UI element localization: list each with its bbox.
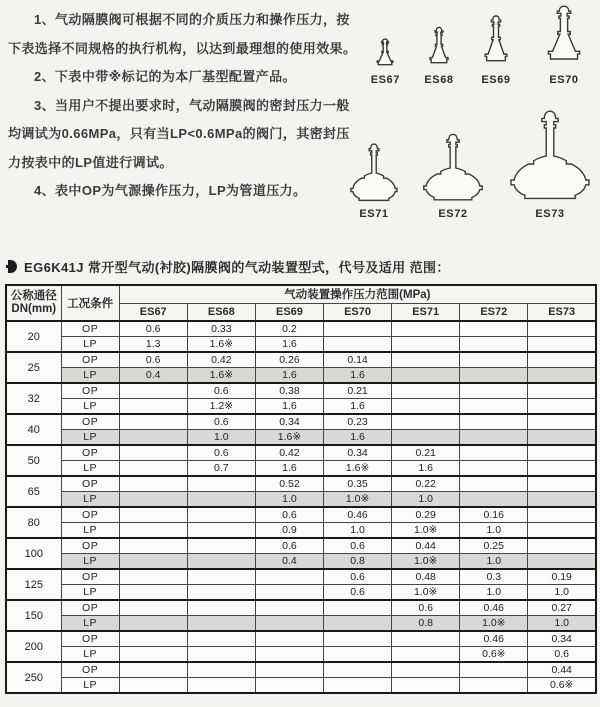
- pressure-value-cell: 1.0※: [324, 492, 392, 508]
- condition-cell: LP: [61, 554, 119, 570]
- pressure-value-cell: 0.34: [324, 445, 392, 461]
- dn-group-op-row: [6, 569, 596, 585]
- pressure-value-cell: [255, 569, 323, 585]
- pressure-value-cell: [324, 647, 392, 663]
- dn-group-lp-row: [6, 554, 596, 570]
- pressure-value-cell: [460, 445, 528, 461]
- pressure-value-cell: 1.6: [324, 430, 392, 446]
- pressure-value-cell: [187, 554, 255, 570]
- condition-column-header: 工况条件: [61, 285, 119, 321]
- pressure-value-cell: 0.34: [528, 631, 596, 647]
- pressure-value-cell: [255, 678, 323, 694]
- condition-cell: OP: [61, 352, 119, 368]
- pressure-value-cell: 0.38: [255, 383, 323, 399]
- pressure-value-cell: 0.6: [255, 538, 323, 554]
- dn-cell: 25: [6, 352, 61, 383]
- pressure-value-cell: [119, 554, 187, 570]
- pressure-table: [5, 284, 597, 694]
- pressure-value-cell: 0.6: [324, 538, 392, 554]
- pressure-value-cell: [255, 600, 323, 616]
- pressure-value-cell: [528, 352, 596, 368]
- pressure-value-cell: [187, 492, 255, 508]
- actuator-figure-label: ES70: [549, 74, 579, 86]
- pressure-value-cell: [187, 569, 255, 585]
- dn-cell: 65: [6, 476, 61, 507]
- pressure-value-cell: [392, 368, 460, 384]
- condition-cell: LP: [61, 492, 119, 508]
- dn-group-lp-row: [6, 616, 596, 632]
- pressure-value-cell: [255, 631, 323, 647]
- dn-group-op-row: [6, 445, 596, 461]
- pressure-value-cell: [187, 616, 255, 632]
- pressure-range-header: 气动装置操作压力范围(MPa): [119, 285, 596, 303]
- pressure-value-cell: 0.44: [528, 662, 596, 678]
- pressure-value-cell: [119, 585, 187, 601]
- notes-section: [8, 6, 358, 206]
- pressure-value-cell: [119, 430, 187, 446]
- note-paragraph: 1、气动隔膜阀可根据不同的介质压力和操作压力，按下表选择不同规格的执行机构，以达到最理想的使用效果。: [8, 12, 357, 56]
- pressure-value-cell: [255, 585, 323, 601]
- pressure-value-cell: [119, 383, 187, 399]
- pressure-value-cell: [528, 492, 596, 508]
- condition-cell: OP: [61, 538, 119, 554]
- pressure-value-cell: 1.6※: [255, 430, 323, 446]
- condition-cell: LP: [61, 585, 119, 601]
- dn-cell: 50: [6, 445, 61, 476]
- pressure-value-cell: [187, 678, 255, 694]
- condition-cell: LP: [61, 337, 119, 353]
- pressure-value-cell: [528, 368, 596, 384]
- dn-group-op-row: [6, 631, 596, 647]
- pressure-value-cell: [324, 662, 392, 678]
- dn-cell: 80: [6, 507, 61, 538]
- pressure-value-cell: [528, 430, 596, 446]
- pressure-value-cell: [460, 430, 528, 446]
- condition-cell: LP: [61, 647, 119, 663]
- pressure-value-cell: 1.0: [460, 523, 528, 539]
- pressure-value-cell: [255, 662, 323, 678]
- condition-cell: OP: [61, 445, 119, 461]
- actuator-figure-row-1: [346, 4, 596, 86]
- pressure-value-cell: [255, 616, 323, 632]
- pressure-value-cell: 1.0: [528, 616, 596, 632]
- dn-group-lp-row: [6, 678, 596, 694]
- pressure-value-cell: [528, 507, 596, 523]
- pressure-value-cell: 0.14: [324, 352, 392, 368]
- pressure-value-cell: [119, 461, 187, 477]
- pressure-value-cell: 0.19: [528, 569, 596, 585]
- dn-group-op-row: [6, 476, 596, 492]
- pressure-value-cell: [392, 678, 460, 694]
- pressure-value-cell: 1.6: [392, 461, 460, 477]
- pressure-value-cell: [324, 321, 392, 337]
- weir-valve-outline-icon: [506, 108, 594, 204]
- pressure-value-cell: [119, 507, 187, 523]
- dn-column-header-line1: 公称通径: [10, 290, 57, 302]
- pressure-value-cell: 0.35: [324, 476, 392, 492]
- pressure-value-cell: 1.2※: [187, 399, 255, 415]
- pressure-value-cell: 1.6: [255, 461, 323, 477]
- pressure-value-cell: [187, 585, 255, 601]
- pressure-value-cell: [392, 430, 460, 446]
- pressure-value-cell: [324, 678, 392, 694]
- section-bullet-icon: [6, 260, 17, 273]
- pressure-value-cell: [119, 399, 187, 415]
- condition-cell: OP: [61, 631, 119, 647]
- condition-cell: OP: [61, 383, 119, 399]
- pressure-value-cell: 0.16: [460, 507, 528, 523]
- pressure-value-cell: [119, 662, 187, 678]
- dn-group-lp-row: [6, 368, 596, 384]
- pressure-table-head: [6, 285, 596, 321]
- pressure-value-cell: [528, 554, 596, 570]
- pressure-value-cell: 1.0: [324, 523, 392, 539]
- pressure-value-cell: [119, 414, 187, 430]
- pressure-value-cell: [324, 631, 392, 647]
- dn-group-op-row: [6, 507, 596, 523]
- pressure-value-cell: 0.42: [255, 445, 323, 461]
- condition-cell: OP: [61, 600, 119, 616]
- pressure-value-cell: 0.6: [324, 569, 392, 585]
- pressure-value-cell: 0.6: [392, 600, 460, 616]
- dn-cell: 100: [6, 538, 61, 569]
- condition-cell: LP: [61, 523, 119, 539]
- actuator-column-header: ES73: [528, 303, 596, 321]
- pressure-value-cell: [187, 600, 255, 616]
- pressure-value-cell: [187, 647, 255, 663]
- dn-column-header-line2: DN(mm): [11, 303, 57, 315]
- pressure-value-cell: [187, 538, 255, 554]
- pressure-value-cell: 0.44: [392, 538, 460, 554]
- pressure-value-cell: [392, 647, 460, 663]
- pressure-value-cell: [324, 337, 392, 353]
- pressure-value-cell: 0.22: [392, 476, 460, 492]
- pressure-value-cell: [392, 631, 460, 647]
- pressure-value-cell: 0.23: [324, 414, 392, 430]
- pressure-value-cell: 1.0※: [392, 585, 460, 601]
- pressure-value-cell: [119, 492, 187, 508]
- pressure-value-cell: [187, 523, 255, 539]
- pressure-value-cell: 0.4: [255, 554, 323, 570]
- dn-group-lp-row: [6, 492, 596, 508]
- pressure-value-cell: 1.0: [528, 585, 596, 601]
- dn-group-lp-row: [6, 461, 596, 477]
- dn-group-op-row: [6, 383, 596, 399]
- condition-cell: LP: [61, 461, 119, 477]
- pressure-value-cell: [528, 445, 596, 461]
- pressure-value-cell: [324, 616, 392, 632]
- condition-cell: LP: [61, 678, 119, 694]
- condition-cell: LP: [61, 399, 119, 415]
- dn-cell: 125: [6, 569, 61, 600]
- pressure-value-cell: 0.46: [324, 507, 392, 523]
- globe-valve-outline-icon: [538, 4, 590, 70]
- pressure-value-cell: 1.0: [460, 585, 528, 601]
- weir-valve-outline-icon: [348, 142, 400, 204]
- globe-valve-outline-icon: [424, 26, 454, 70]
- pressure-value-cell: 1.6※: [187, 368, 255, 384]
- pressure-value-cell: 0.6: [255, 507, 323, 523]
- weir-valve-outline-icon: [420, 132, 486, 204]
- pressure-value-cell: [119, 647, 187, 663]
- section-title-row: [6, 257, 596, 276]
- actuator-figure-label: ES73: [535, 208, 565, 220]
- pressure-value-cell: [528, 399, 596, 415]
- condition-cell: LP: [61, 368, 119, 384]
- dn-cell: 32: [6, 383, 61, 414]
- pressure-value-cell: 0.21: [392, 445, 460, 461]
- pressure-value-cell: 0.25: [460, 538, 528, 554]
- pressure-value-cell: 1.3: [119, 337, 187, 353]
- pressure-value-cell: [392, 383, 460, 399]
- pressure-value-cell: 1.0※: [392, 523, 460, 539]
- pressure-value-cell: 0.42: [187, 352, 255, 368]
- dn-cell: 200: [6, 631, 61, 662]
- dn-group-lp-row: [6, 585, 596, 601]
- pressure-value-cell: 1.6: [255, 368, 323, 384]
- pressure-value-cell: [460, 368, 528, 384]
- section-title: EG6K41J 常开型气动(衬胶)隔膜阀的气动装置型式，代号及适用 范围：: [24, 260, 450, 275]
- actuator-column-header: ES67: [119, 303, 187, 321]
- actuator-column-header: ES69: [255, 303, 323, 321]
- pressure-value-cell: 0.46: [460, 600, 528, 616]
- note-paragraph: 3、当用户不提出要求时，气动隔膜阀的密封压力一般均调试为0.66MPa，只有当LP<0.6MPa的阀门，其密封压力按表中的LP值进行调试。: [8, 97, 350, 170]
- condition-cell: LP: [61, 616, 119, 632]
- pressure-value-cell: [392, 321, 460, 337]
- pressure-value-cell: [528, 523, 596, 539]
- dn-group-op-row: [6, 414, 596, 430]
- dn-group-lp-row: [6, 337, 596, 353]
- pressure-value-cell: [460, 461, 528, 477]
- pressure-value-cell: 0.52: [255, 476, 323, 492]
- pressure-value-cell: [392, 337, 460, 353]
- pressure-value-cell: [119, 600, 187, 616]
- pressure-value-cell: [187, 476, 255, 492]
- pressure-value-cell: [187, 631, 255, 647]
- pressure-value-cell: 0.8: [392, 616, 460, 632]
- pressure-value-cell: 0.34: [255, 414, 323, 430]
- condition-cell: LP: [61, 430, 119, 446]
- actuator-column-header: ES68: [187, 303, 255, 321]
- pressure-value-cell: [460, 321, 528, 337]
- pressure-value-cell: [187, 507, 255, 523]
- pressure-value-cell: 0.9: [255, 523, 323, 539]
- actuator-figure-es70: [538, 4, 590, 86]
- dn-group-op-row: [6, 352, 596, 368]
- note-paragraph: 2、下表中带※标记的为本厂基型配置产品。: [34, 69, 296, 84]
- pressure-value-cell: 1.6※: [324, 461, 392, 477]
- pressure-value-cell: [460, 399, 528, 415]
- pressure-value-cell: [460, 662, 528, 678]
- pressure-value-cell: 0.6※: [528, 678, 596, 694]
- pressure-value-cell: [528, 538, 596, 554]
- pressure-value-cell: 0.6※: [460, 647, 528, 663]
- actuator-figure-es68: [424, 26, 454, 86]
- dn-group-op-row: [6, 600, 596, 616]
- actuator-figure-label: ES71: [359, 208, 389, 220]
- pressure-value-cell: 1.6: [324, 368, 392, 384]
- pressure-value-cell: [392, 399, 460, 415]
- pressure-value-cell: [460, 414, 528, 430]
- dn-group-op-row: [6, 662, 596, 678]
- actuator-figure-label: ES72: [438, 208, 468, 220]
- pressure-value-cell: [460, 337, 528, 353]
- pressure-value-cell: 0.6: [528, 647, 596, 663]
- actuator-figure-es67: [371, 38, 400, 86]
- condition-cell: OP: [61, 414, 119, 430]
- pressure-value-cell: 1.6: [324, 399, 392, 415]
- actuator-figure-es71: [348, 142, 400, 220]
- pressure-value-cell: 0.7: [187, 461, 255, 477]
- dn-column-header: [6, 285, 61, 321]
- pressure-value-cell: [460, 678, 528, 694]
- pressure-value-cell: 1.0: [392, 492, 460, 508]
- dn-group-lp-row: [6, 647, 596, 663]
- pressure-value-cell: 0.4: [119, 368, 187, 384]
- dn-group-lp-row: [6, 399, 596, 415]
- pressure-value-cell: 1.0※: [392, 554, 460, 570]
- actuator-figure-label: ES67: [370, 74, 400, 86]
- pressure-value-cell: [119, 631, 187, 647]
- actuator-figure-es72: [420, 132, 486, 220]
- pressure-value-cell: 0.21: [324, 383, 392, 399]
- pressure-value-cell: 0.26: [255, 352, 323, 368]
- actuator-column-header: ES71: [392, 303, 460, 321]
- actuator-figures: [346, 4, 596, 220]
- dn-cell: 40: [6, 414, 61, 445]
- condition-cell: OP: [61, 569, 119, 585]
- dn-cell: 20: [6, 321, 61, 352]
- pressure-value-cell: [119, 476, 187, 492]
- pressure-value-cell: [392, 414, 460, 430]
- globe-valve-outline-icon: [372, 38, 398, 70]
- actuator-column-header: ES70: [324, 303, 392, 321]
- pressure-value-cell: [119, 616, 187, 632]
- pressure-value-cell: 0.6: [324, 585, 392, 601]
- pressure-value-cell: [460, 352, 528, 368]
- pressure-value-cell: 0.6: [187, 383, 255, 399]
- pressure-value-cell: [324, 600, 392, 616]
- dn-group-op-row: [6, 538, 596, 554]
- pressure-value-cell: 0.48: [392, 569, 460, 585]
- pressure-value-cell: 1.0: [187, 430, 255, 446]
- actuator-figure-es73: [506, 108, 594, 220]
- pressure-value-cell: 0.2: [255, 321, 323, 337]
- pressure-value-cell: 1.6※: [187, 337, 255, 353]
- pressure-value-cell: 0.6: [187, 414, 255, 430]
- pressure-value-cell: 0.29: [392, 507, 460, 523]
- pressure-value-cell: 1.6: [255, 399, 323, 415]
- pressure-value-cell: [528, 476, 596, 492]
- actuator-figure-label: ES68: [424, 74, 454, 86]
- condition-cell: OP: [61, 507, 119, 523]
- dn-group-lp-row: [6, 523, 596, 539]
- pressure-value-cell: [460, 383, 528, 399]
- pressure-value-cell: 0.46: [460, 631, 528, 647]
- condition-cell: OP: [61, 476, 119, 492]
- pressure-value-cell: [255, 647, 323, 663]
- globe-valve-outline-icon: [478, 14, 514, 70]
- condition-cell: OP: [61, 662, 119, 678]
- pressure-value-cell: 1.6: [255, 337, 323, 353]
- pressure-table-body: [6, 321, 596, 693]
- pressure-value-cell: 0.8: [324, 554, 392, 570]
- actuator-figure-es69: [478, 14, 514, 86]
- pressure-value-cell: 0.3: [460, 569, 528, 585]
- pressure-table-header-row-1: [6, 285, 596, 303]
- pressure-value-cell: [460, 492, 528, 508]
- actuator-column-header: ES72: [460, 303, 528, 321]
- condition-cell: OP: [61, 321, 119, 337]
- pressure-value-cell: [528, 337, 596, 353]
- pressure-value-cell: [119, 523, 187, 539]
- pressure-value-cell: [119, 569, 187, 585]
- pressure-value-cell: [119, 678, 187, 694]
- pressure-value-cell: 0.6: [119, 321, 187, 337]
- pressure-value-cell: [392, 352, 460, 368]
- pressure-value-cell: 0.6: [119, 352, 187, 368]
- pressure-value-cell: 0.27: [528, 600, 596, 616]
- dn-group-op-row: [6, 321, 596, 337]
- pressure-value-cell: [528, 321, 596, 337]
- dn-cell: 250: [6, 662, 61, 693]
- pressure-value-cell: [528, 383, 596, 399]
- pressure-value-cell: [460, 476, 528, 492]
- pressure-value-cell: [187, 662, 255, 678]
- pressure-value-cell: 0.33: [187, 321, 255, 337]
- pressure-value-cell: 1.0※: [460, 616, 528, 632]
- actuator-figure-label: ES69: [481, 74, 511, 86]
- pressure-value-cell: [528, 414, 596, 430]
- pressure-value-cell: [119, 445, 187, 461]
- pressure-value-cell: 1.0: [255, 492, 323, 508]
- pressure-value-cell: [119, 538, 187, 554]
- dn-group-lp-row: [6, 430, 596, 446]
- pressure-value-cell: 0.6: [187, 445, 255, 461]
- pressure-value-cell: [528, 461, 596, 477]
- note-paragraph: 4、表中OP为气源操作压力，LP为管道压力。: [34, 183, 307, 198]
- pressure-value-cell: [392, 662, 460, 678]
- actuator-figure-row-2: [346, 108, 596, 220]
- pressure-value-cell: 1.0: [460, 554, 528, 570]
- dn-cell: 150: [6, 600, 61, 631]
